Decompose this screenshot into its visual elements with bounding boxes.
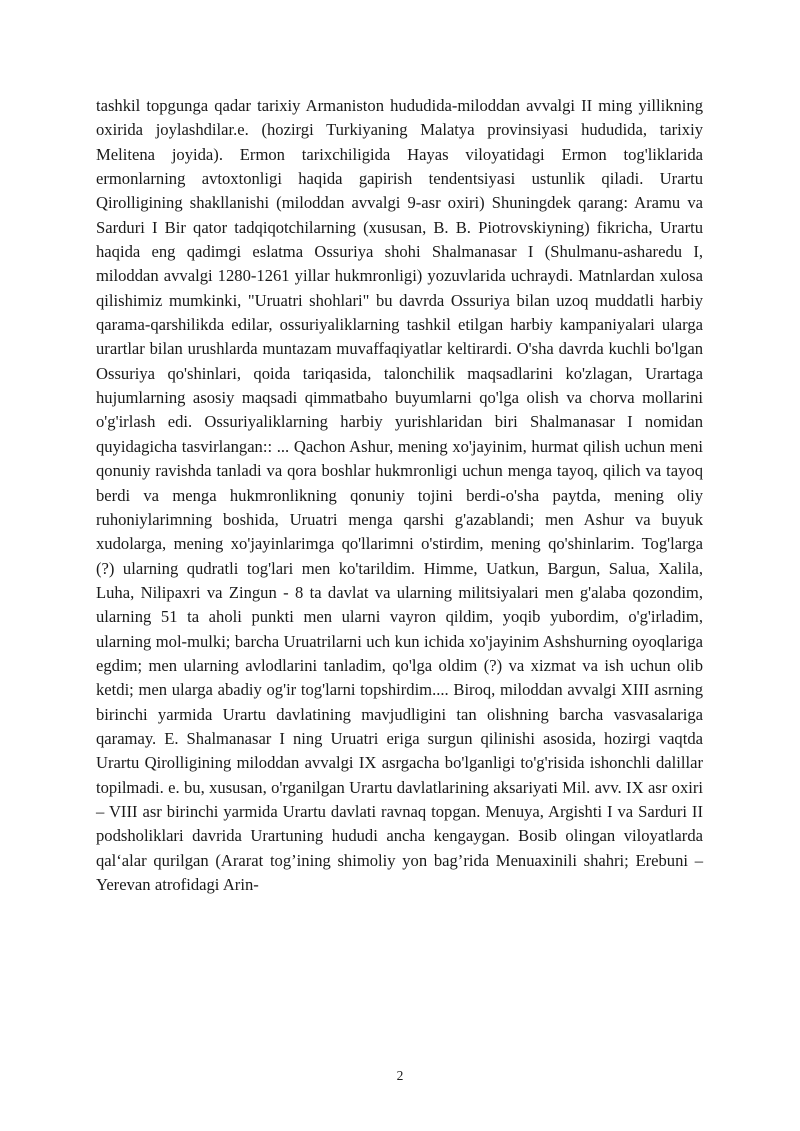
page-number: 2 <box>396 1068 404 1083</box>
body-paragraph: tashkil topgunga qadar tarixiy Armaniston hududida-miloddan avvalgi II ming yillikning oxirida joylashdilar.e. (hozirgi Turkiyaning Malatya provinsiyasi hududida, tarixiy Melitena joyida). Ermon tarixchiligida Hayas viloyatidagi Ermon tog'liklarida ermonlarning avtoxtonligi haqida gapirish tendentsiyasi ustunlik qiladi. Urartu Qirolligining shakllanishi (miloddan avvalgi 9-asr oxiri) Shuningdek qarang: Aramu va Sarduri I Bir qator tadqiqotchilarning (xususan, B. B. Piotrovskiyning) fikricha, Urartu haqida eng qadimgi eslatma Ossuriya shohi Shalmanasar I (Shulmanu-asharedu I, miloddan avvalgi 1280-1261 yillar hukmronligi) yozuvlarida uchraydi. Matnlardan xulosa qilishimiz mumkinki, "Uruatri shohlari" bu davrda Ossuriya bilan uzoq muddatli harbiy qarama-qarshilikda edilar, ossuriyaliklarning tashkil etilgan harbiy kampaniyalari ularga urartlar bilan urushlarda muntazam muvaffaqiyatlar keltirardi. O'sha davrda kuchli bo'lgan Ossuriya qo'shinlari, qoida tariqasida, talonchilik maqsadlarini ko'zlagan, Urartaga hujumlarning asosiy maqsadi qimmatbaho buyumlarni qo'lga olish va chorva mollarini o'g'irlash edi. Ossuriyaliklarning harbiy yurishlaridan biri Shalmanasar I nomidan quyidagicha tasvirlangan:: ... Qachon Ashur, mening xo'jayinim, hurmat qilish uchun meni qonuniy ravishda tanladi va qora boshlar hukmronligi uchun menga tayoq, qilich va tayoq berdi va menga hukmronlikning qonuniy tojini berdi-o'sha paytda, mening oliy ruhoniylarimning boshida, Uruatri menga qarshi g'azablandi; men Ashur va buyuk xudolarga, mening xo'jayinlarimga qo'llarimni o'stirdim, mening qo'shinlarim. Tog'larga (?) ularning qudratli tog'lari men ko'tarildim. Himme, Uatkun, Bargun, Salua, Xalila, Luha, Nilipaxri va Zingun - 8 ta davlat va ularning militsiyalari men g'alaba qozondim, ularning 51 ta aholi punkti men ularni vayron qildim, yoqib yubordim, o'g'irladim, ularning mol-mulki; barcha Uruatrilarni uch kun ichida xo'jayinim Ashshurning oyoqlariga egdim; men ularning avlodlarini tanladim, qo'lga oldim (?) va xizmat va ish uchun olib ketdi; men ularga abadiy og'ir tog'larni topshirdim.... Biroq, miloddan avvalgi XIII asrning birinchi yarmida Urartu davlatining mavjudligini tan olishning barcha vasvasalariga qaramay. E. Shalmanasar I ning Uruatri eriga surgun qilinishi asosida, hozirgi vaqtda Urartu Qirolligining miloddan avvalgi IX asrgacha bo'lganligi to'g'risida ishonchli dalillar topilmadi. e. bu, xususan, o'rganilgan Urartu davlatlarining aksariyati Mil. avv. IX asr oxiri – VIII asr birinchi yarmida Urartu davlati ravnaq topgan. Menuya, Argishti I va Sarduri II podsholiklari davrida Urartuning hududi ancha kengaygan. Bosib olingan viloyatlarda qal‘alar qurilgan (Ararat tog’ining shimoliy yon bag’rida Menuaxinili shahri; Erebuni – Yerevan atrofidagi Arin- <box>96 96 703 894</box>
